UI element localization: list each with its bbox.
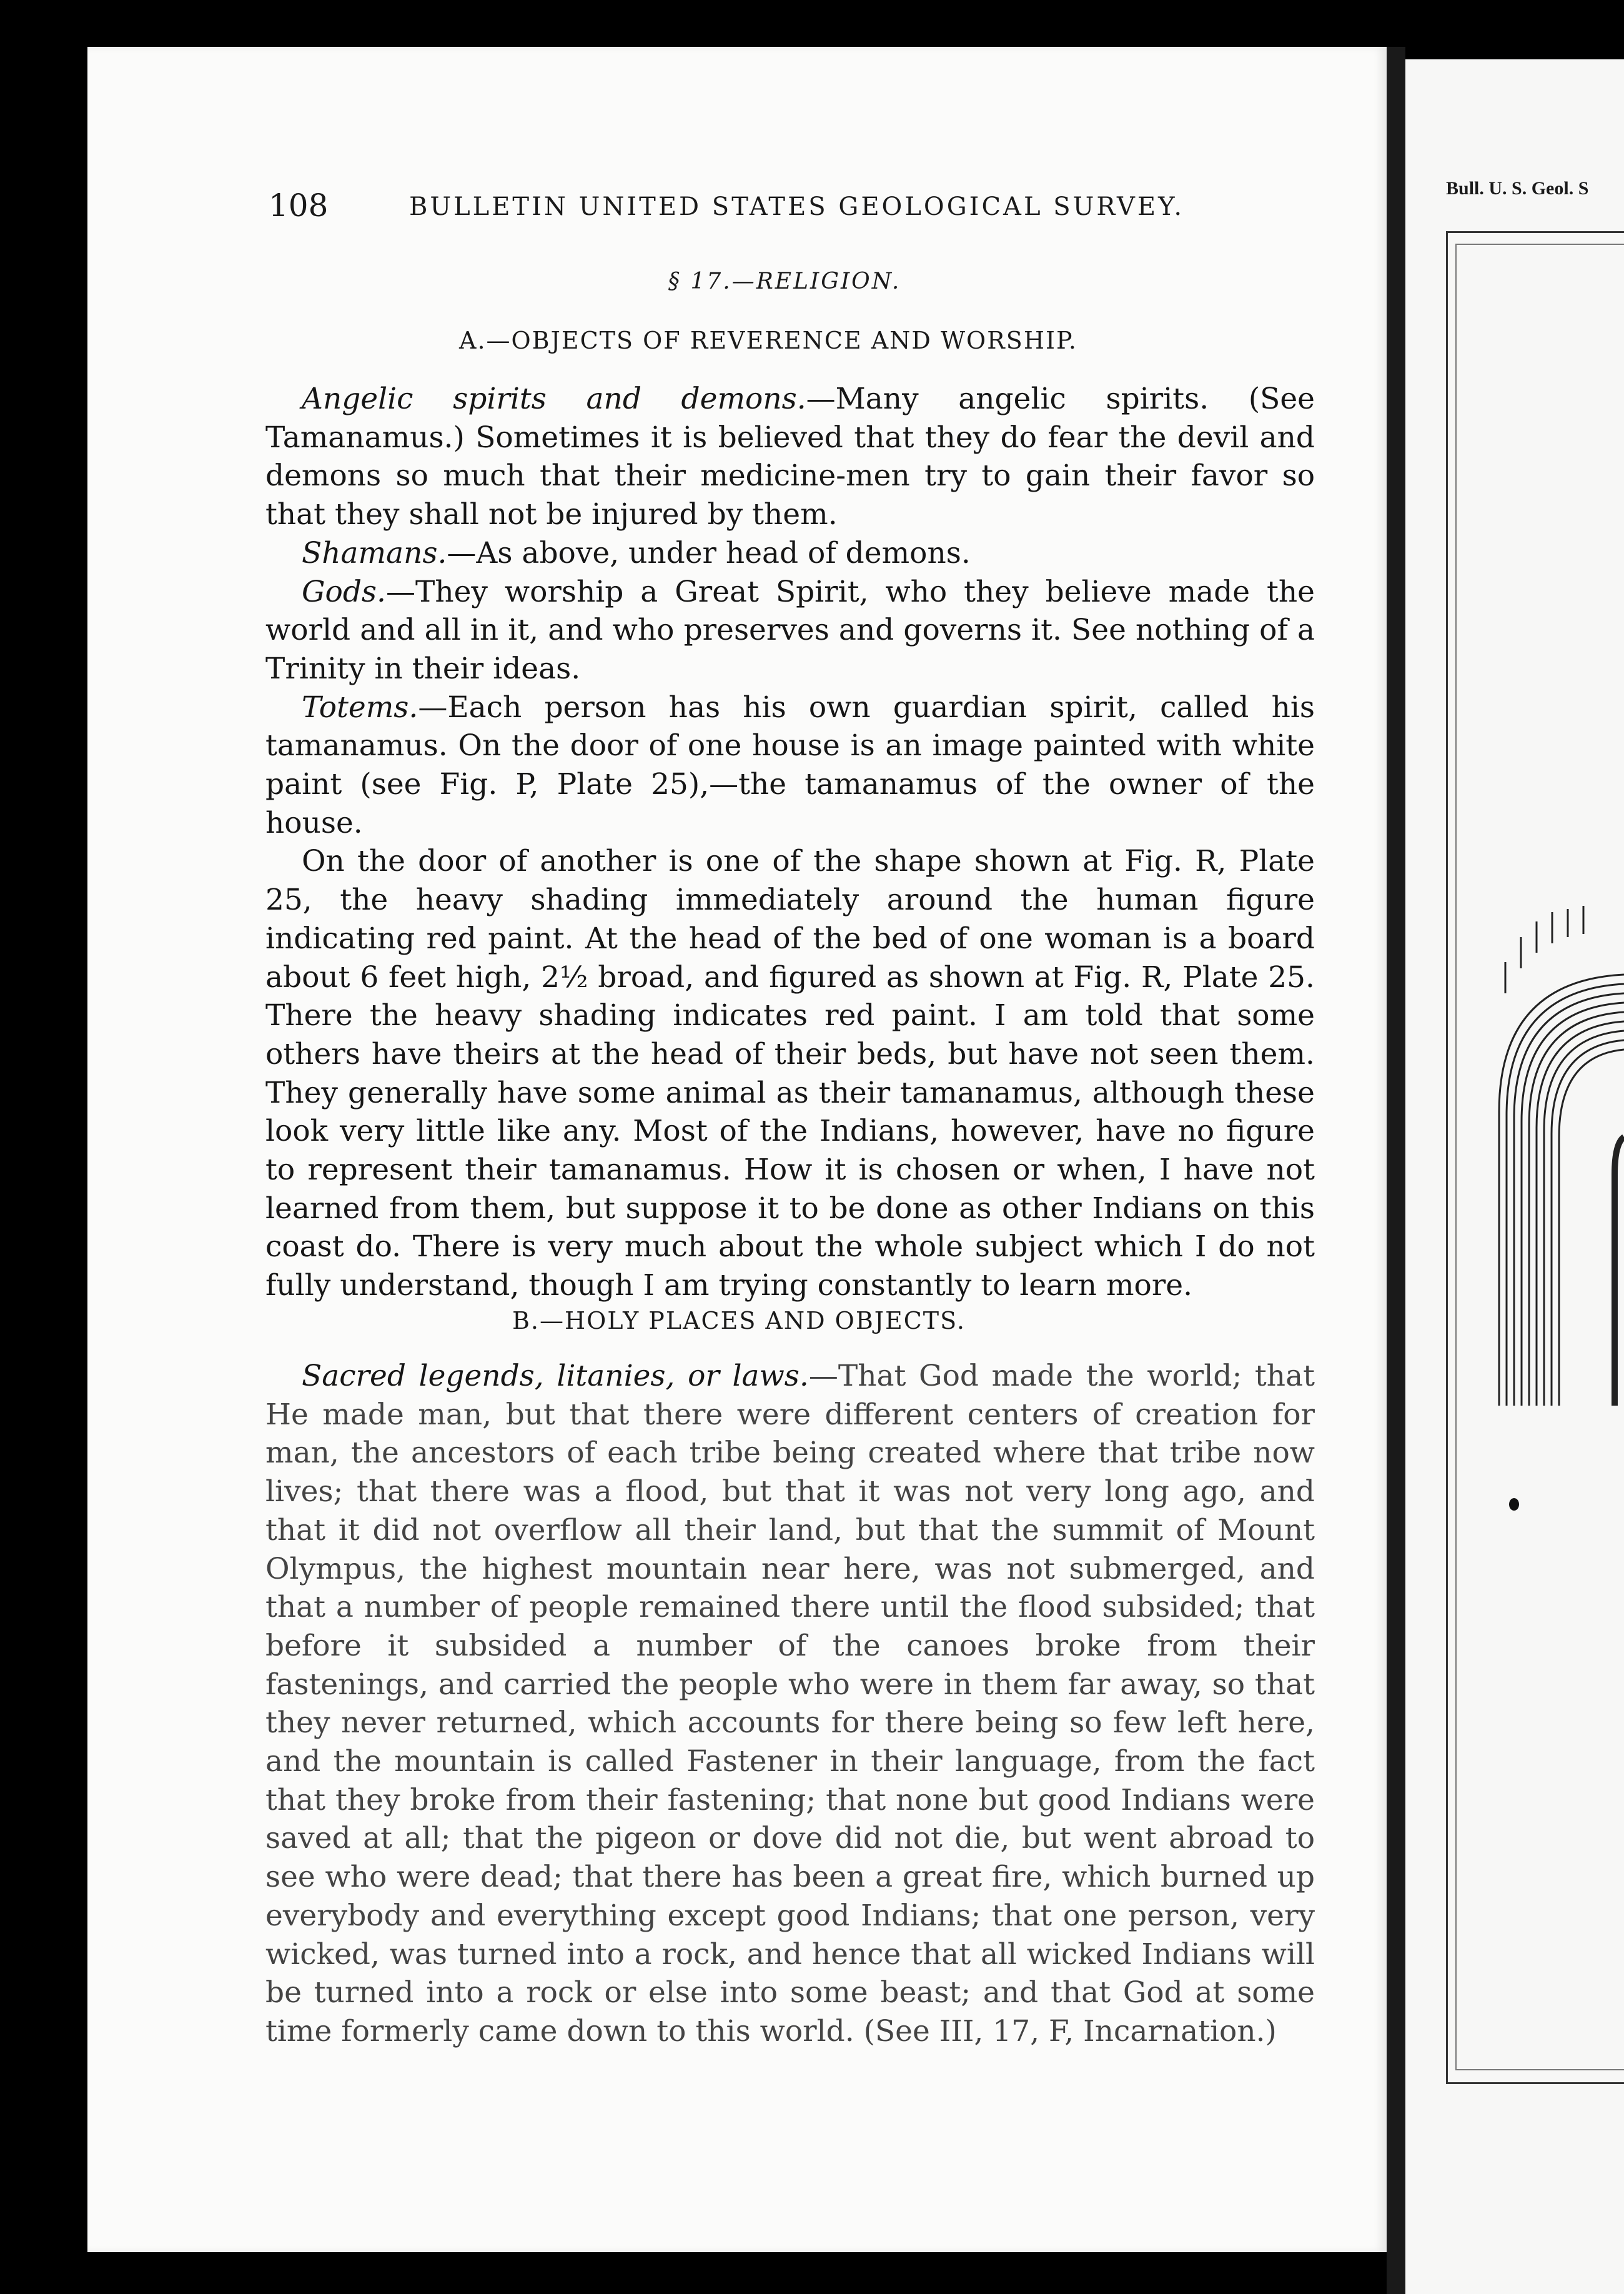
paragraph-text: —Many angelic spirits. (See Tamanamus.) Sometimes it is believed that they do fear the devil and demons so much that their medicine-men try to gain their favor so that they shall not be injured by them. (265, 382, 1315, 532)
paragraph-text: —As above, under head of demons. (447, 535, 971, 570)
book-gutter (1387, 47, 1405, 2294)
paragraph-text: —Each person has his own guardian spirit, called his tamanamus. On the door of one house is an image painted with white paint (see Fig. P, Plate 25),—the tamanamus of the owner of the house. (265, 690, 1315, 840)
paragraph-lead: Totems. (302, 690, 418, 725)
paragraph-totems (265, 688, 1315, 843)
paragraph-lead: Gods. (302, 574, 386, 609)
paragraph-lead: Sacred legends, litanies, or laws. (302, 1359, 809, 1393)
section-b-body (265, 1357, 1315, 2051)
section-a-body (265, 380, 1315, 1305)
running-head: BULLETIN UNITED STATES GEOLOGICAL SURVEY. (409, 192, 1185, 221)
paragraph-angelic-spirits (265, 380, 1315, 534)
plate-dot-marker (1509, 1498, 1519, 1511)
section-title: § 17.—RELIGION. (668, 269, 901, 294)
paragraph-lead: Angelic spirits and demons. (302, 382, 806, 416)
paragraph-sacred-legends (265, 1357, 1315, 2051)
paragraph-lead: Shamans. (302, 535, 447, 570)
paragraph-gods (265, 573, 1315, 688)
paragraph-text: —They worship a Great Spirit, who they believe made the world and all in it, and who preserves and governs it. See nothing of a Trinity in their ideas. (265, 574, 1315, 686)
page-number: 108 (269, 187, 329, 224)
subheading-a: A.—OBJECTS OF REVERENCE AND WORSHIP. (459, 327, 1077, 354)
page-header (269, 187, 1243, 225)
facing-page-header: Bull. U. S. Geol. S (1446, 178, 1589, 199)
paragraph-shamans (265, 534, 1315, 573)
plate-figure-arch (1493, 906, 1624, 1406)
paragraph-text: On the door of another is one of the shape shown at Fig. R, Plate 25, the heavy shading immediately around the human figure indicating red paint. At the head of the bed of one woman is a board about 6 feet high, 2½ broad, and figured as shown at Fig. R, Plate 25. There the heavy shading indicates red paint. I am told that some others have theirs at the head of their beds, but have not seen them. They generally have some animal as their tamanamus, although these look very little like any. Most of the Indians, however, have no figure to represent their tamanamus. How it is chosen or when, I have not learned from them, but suppose it to be done as other Indians on this coast do. There is very much about the whole subject which I do not fully understand, though I am trying constantly to learn more. (265, 844, 1315, 1303)
paragraph-text: —That God made the world; that He made man, but that there were different centers of creation for man, the ancestors of each tribe being created where that tribe now lives; that there was a flood, but that it was not very long ago, and that it did not overflow all their land, but that the summit of Mount Olympus, the highest mountain near here, was not submerged, and that a number of people remained there until the flood subsided; that before it subsided a number of the canoes broke from their fastenings, and carried the people who were in them far away, so that they never returned, which accounts for there being so few left here, and the mountain is called Fastener in their language, from the fact that they broke from their fastening; that none but good Indians were saved at all; that the pigeon or dove did not die, but went abroad to see who were dead; that there has been a great fire, which burned up everybody and everything except good Indians; that one person, very wicked, was turned into a rock, and hence that all wicked Indians will be turned into a rock or else into some beast; and that God at some time formerly came down to this world. (See III, 17, F, Incarnation.) (265, 1359, 1315, 2048)
subheading-b: B.—HOLY PLACES AND OBJECTS. (512, 1307, 966, 1334)
paragraph-door-figure (265, 842, 1315, 1304)
